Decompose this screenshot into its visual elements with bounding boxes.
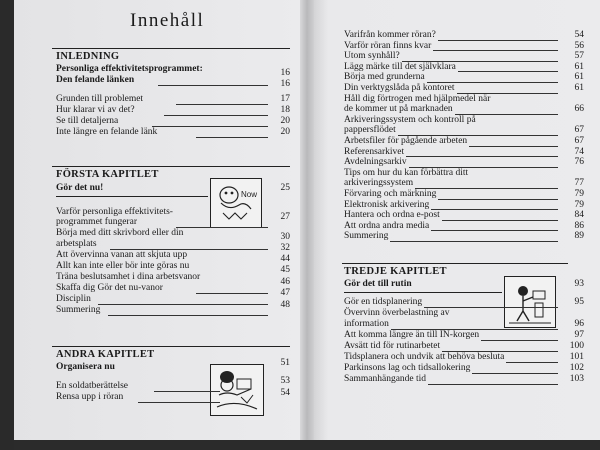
chapter-subtitle: Gör det till rutin <box>344 279 412 289</box>
toc-entry: Allt kan inte eller bör inte göras nu <box>56 261 190 271</box>
section-rule <box>52 346 290 347</box>
toc-page-number: 61 <box>574 72 584 83</box>
toc-page-number: 79 <box>574 189 584 199</box>
section-label-forsta: FÖRSTA KAPITLET <box>56 169 159 180</box>
toc-page-number: 54 <box>574 30 584 40</box>
toc-page-number: 100 <box>569 341 584 351</box>
toc-entry: Din verktygslåda på kontoret <box>344 83 556 94</box>
toc-page-number: 18 <box>280 105 290 115</box>
toc-page-number: 89 <box>574 231 584 242</box>
toc-page-number: 86 <box>574 220 584 231</box>
toc-page-number: 46 <box>280 277 290 287</box>
toc-page-number: 61 <box>574 83 584 93</box>
toc-page-number: 20 <box>280 116 290 126</box>
section-label-inledning: INLEDNING <box>56 51 120 62</box>
toc-entry: Hantera och ordna e-post <box>344 210 556 221</box>
toc-page-number: 96 <box>574 319 584 329</box>
toc-entry: Personliga effektivitetsprogrammet: <box>56 64 203 74</box>
toc-page-number: 101 <box>569 352 584 362</box>
toc-entry: information <box>344 319 556 330</box>
toc-page-number: 61 <box>574 61 584 72</box>
toc-page-number: 16 <box>280 68 290 78</box>
toc-page-number: 20 <box>280 127 290 137</box>
book-spread <box>14 0 600 440</box>
toc-entry: Utom synhåll? <box>344 51 556 62</box>
toc-entry: Summering <box>344 231 556 242</box>
toc-entry: Rensa upp i röran <box>56 392 264 403</box>
toc-page-number: 66 <box>574 104 584 115</box>
toc-entry: Arbetsfiler för pågående arbeten <box>344 136 556 147</box>
toc-entry: Gör en tidsplanering <box>344 297 556 308</box>
toc-entry: Tidsplanera och undvik att behöva besluta <box>344 352 556 363</box>
toc-entry: Börja med ditt skrivbord eller din <box>56 228 184 238</box>
toc-page-number: 79 <box>574 199 584 210</box>
toc-page-number: 93 <box>574 279 584 289</box>
left-page <box>14 0 300 440</box>
section-rule <box>342 263 568 264</box>
toc-page-number: 32 <box>280 243 290 253</box>
toc-page-number: 54 <box>280 388 290 398</box>
toc-entry: Disciplin <box>56 294 264 305</box>
toc-page-number: 45 <box>280 265 290 275</box>
toc-entry: Förvaring och märkning <box>344 189 556 200</box>
toc-entry: Tips om hur du kan förbättra ditt <box>344 167 469 178</box>
subtitle-rule <box>56 196 208 197</box>
toc-entry: Varifrån kommer röran? <box>344 30 556 41</box>
book-gutter <box>300 0 314 440</box>
toc-entry: Lägg märke till det självklara <box>344 62 556 73</box>
chapter-subtitle: Gör det nu! <box>56 183 104 193</box>
book-bottom-edge <box>14 440 600 450</box>
toc-page-number: 44 <box>280 254 290 264</box>
toc-entry: Varför personliga effektivitets- <box>56 207 173 217</box>
toc-page-number: 48 <box>280 300 290 310</box>
toc-page-number: 67 <box>574 136 584 146</box>
toc-entry: Hur klarar vi av det? <box>56 105 264 116</box>
toc-entry: programmet fungerar <box>56 217 264 228</box>
toc-entry: Parkinsons lag och tidsallokering <box>344 363 556 374</box>
page-title: Innehåll <box>130 10 205 31</box>
toc-entry: Skaffa dig Gör det nu-vanor <box>56 283 264 294</box>
toc-page-number: 57 <box>574 51 584 62</box>
toc-page-number: 103 <box>569 374 584 384</box>
toc-page-number: 27 <box>280 212 290 222</box>
section-rule <box>52 166 290 167</box>
section-label-tredje: TREDJE KAPITLET <box>344 266 447 277</box>
toc-page-number: 76 <box>574 157 584 168</box>
toc-page-number: 102 <box>569 363 584 373</box>
toc-page-number: 95 <box>574 297 584 307</box>
toc-entry: Att ordna andra media <box>344 221 556 232</box>
toc-page-number: 47 <box>280 288 290 298</box>
svg-text:Now: Now <box>241 190 258 199</box>
toc-entry: Referensarkivet <box>344 147 556 158</box>
toc-page-number: 30 <box>280 232 290 242</box>
right-page <box>314 0 600 440</box>
toc-page-number: 74 <box>574 146 584 157</box>
toc-page-number: 67 <box>574 125 584 136</box>
toc-page-number: 51 <box>280 358 290 368</box>
toc-entry: Träna beslutsamhet i dina arbetsvanor <box>56 272 201 282</box>
toc-entry: Se till detaljerna <box>56 116 264 127</box>
toc-entry: pappersflödet <box>344 125 556 136</box>
toc-entry: En soldatberättelse <box>56 381 264 392</box>
toc-entry: Arkiveringssystem och kontroll på <box>344 114 476 125</box>
toc-page-number: 53 <box>280 376 290 386</box>
toc-entry: Övervinn överbelastning av <box>344 308 450 318</box>
toc-entry: Att övervinna vanan att skjuta upp <box>56 250 188 260</box>
toc-page-number: 17 <box>280 94 290 104</box>
toc-entry: Att komma längre än till IN-korgen <box>344 330 556 341</box>
toc-entry: Inte längre en felande länk <box>56 127 264 138</box>
toc-page-number: 25 <box>280 183 290 193</box>
chapter-subtitle: Organisera nu <box>56 362 115 372</box>
toc-entry: de kommer ut på marknaden <box>344 104 556 115</box>
toc-entry: Börja med grunderna <box>344 72 556 83</box>
toc-page-number: 56 <box>574 40 584 51</box>
toc-entry: Den felande länken <box>56 75 264 86</box>
toc-page-number: 97 <box>574 330 584 340</box>
section-label-andra: ANDRA KAPITLET <box>56 349 155 360</box>
toc-page-number: 84 <box>574 210 584 221</box>
subtitle-rule <box>344 292 502 293</box>
toc-entry: arbetsplats <box>56 239 264 250</box>
toc-entry: Summering <box>56 305 264 316</box>
toc-page-number: 77 <box>574 178 584 189</box>
toc-entry: Varför röran finns kvar <box>344 41 556 52</box>
toc-entry: Avdelningsarkiv <box>344 157 556 168</box>
toc-entry: Elektronisk arkivering <box>344 200 556 211</box>
toc-entry: Avsätt tid för rutinarbetet <box>344 341 556 352</box>
toc-page-number: 16 <box>280 79 290 89</box>
toc-entry: Grunden till problemet <box>56 94 264 105</box>
toc-entry: Sammanhängande tid <box>344 374 556 385</box>
toc-entry: Håll dig förtrogen med hjälpmedel när <box>344 93 491 104</box>
toc-entry: arkiveringssystem <box>344 178 556 189</box>
section-rule <box>52 48 290 49</box>
